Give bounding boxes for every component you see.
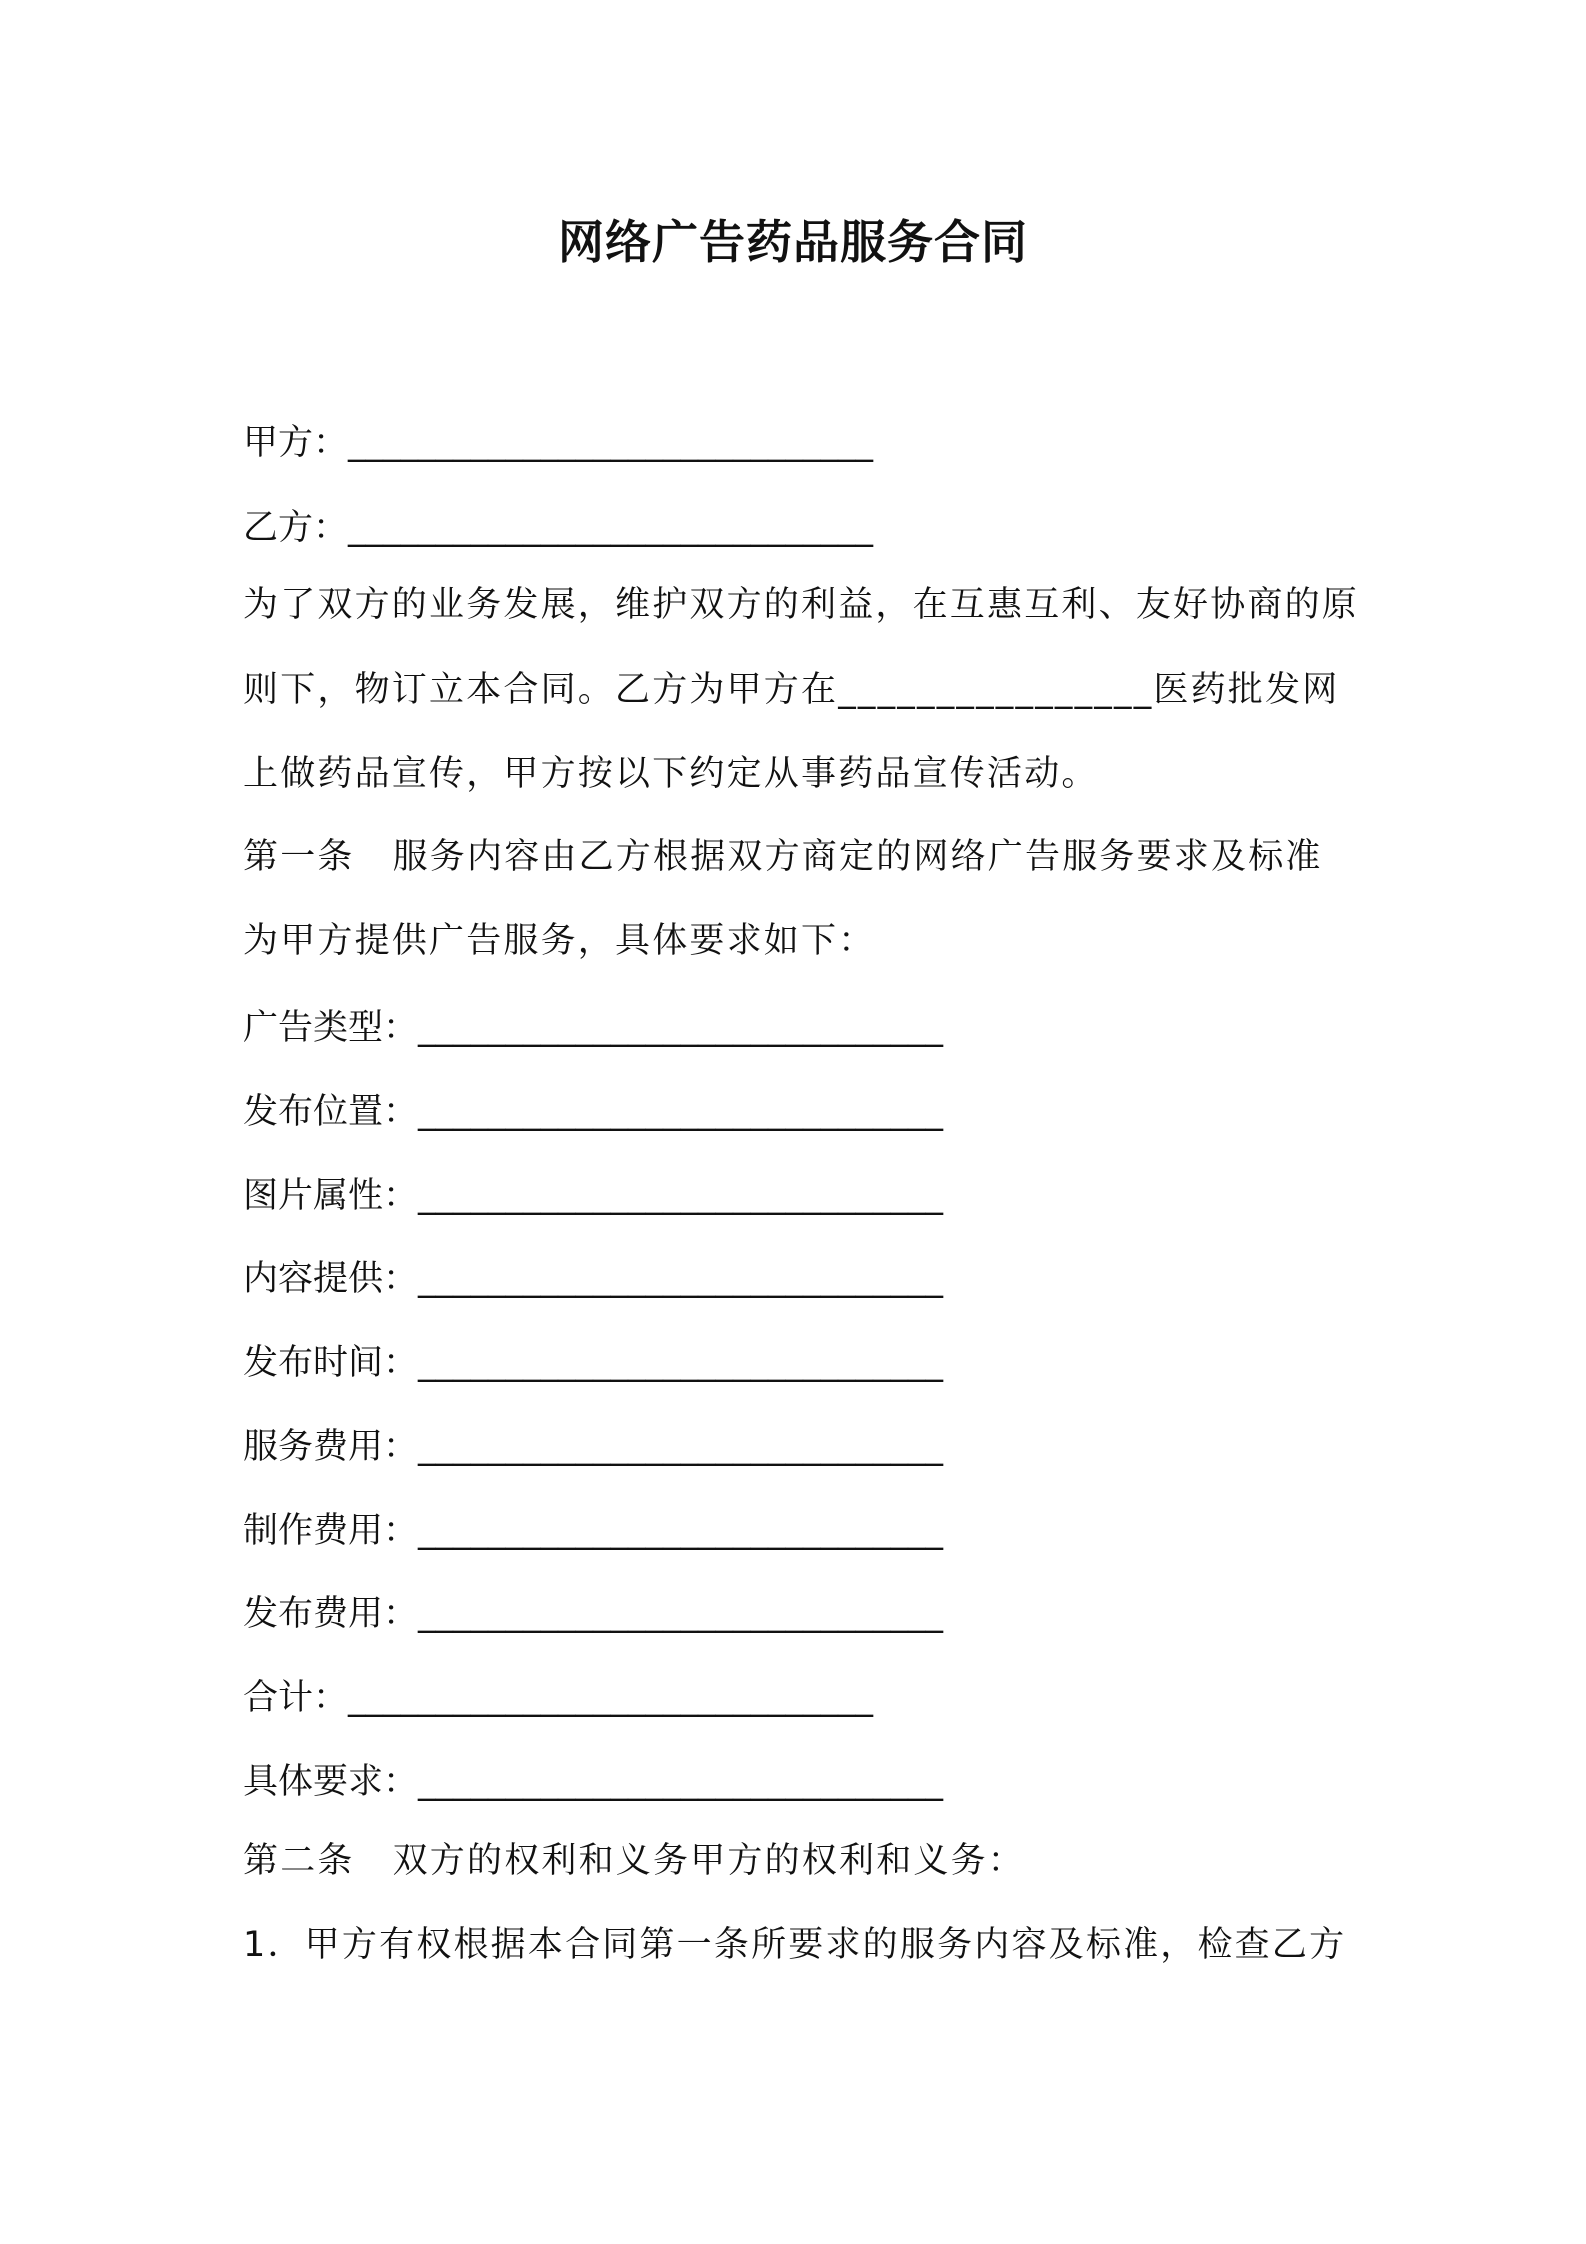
intro-line-2: 则下，物订立本合同。乙方为甲方在________________医药批发网 [243, 670, 1340, 710]
article-2-text: 双方的权利和义务甲方的权利和义务： [392, 1841, 1026, 1881]
field-total: 合计：______________________________ [243, 1678, 874, 1718]
item-1-line: 1．甲方有权根据本合同第一条所要求的服务内容及标准，检查乙方 [243, 1925, 1347, 1965]
field-requirements: 具体要求：______________________________ [243, 1762, 944, 1802]
article-2-line [243, 1838, 1025, 1884]
article-1-text: 服务内容由乙方根据双方商定的网络广告服务要求及标准 [392, 837, 1323, 877]
intro-line-3: 上做药品宣传，甲方按以下约定从事药品宣传活动。 [243, 754, 1099, 794]
field-position: 发布位置：______________________________ [243, 1092, 944, 1132]
field-content: 内容提供：______________________________ [243, 1259, 944, 1299]
field-production-fee: 制作费用：______________________________ [243, 1511, 944, 1551]
field-time: 发布时间：______________________________ [243, 1343, 944, 1383]
party-a-line: 甲方：______________________________ [243, 423, 874, 463]
field-publish-fee: 发布费用：______________________________ [243, 1594, 944, 1634]
article-2-number: 第二条 [243, 1841, 355, 1881]
field-image-attr: 图片属性：______________________________ [243, 1176, 944, 1216]
document-title: 网络广告药品服务合同 [558, 215, 1028, 269]
article-1-number: 第一条 [243, 837, 355, 877]
field-service-fee: 服务费用：______________________________ [243, 1427, 944, 1467]
intro-line-1: 为了双方的业务发展，维护双方的利益，在互惠互利、友好协商的原 [243, 585, 1360, 625]
field-ad-type: 广告类型：______________________________ [243, 1008, 944, 1048]
article-1-line-1 [243, 834, 1323, 880]
party-b-line: 乙方：______________________________ [243, 508, 874, 548]
article-1-line-2: 为甲方提供广告服务，具体要求如下： [243, 921, 876, 961]
